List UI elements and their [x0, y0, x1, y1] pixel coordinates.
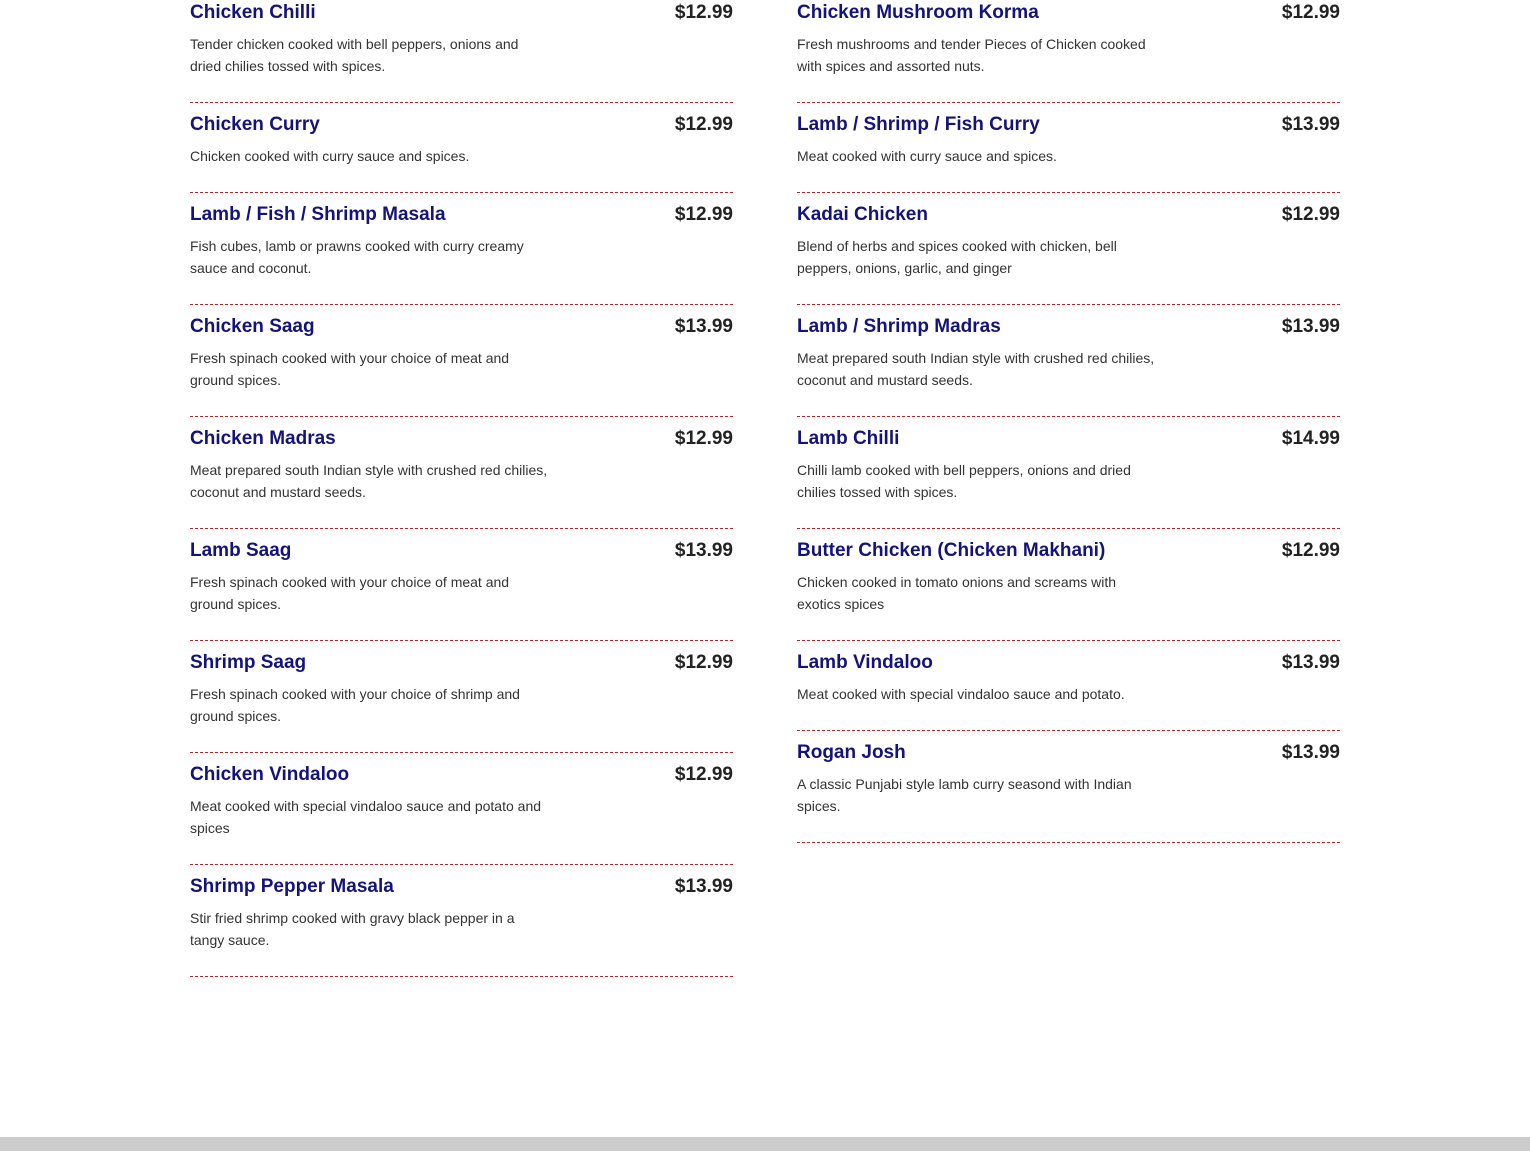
footer-bar — [0, 1137, 1530, 1151]
menu-item-description: Meat cooked with special vindaloo sauce and potato. — [797, 686, 1125, 702]
menu-item-description: Meat cooked with special vindaloo sauce and potato and spices — [190, 798, 542, 836]
menu-item-price: $12.99 — [674, 2, 733, 23]
menu-column-left — [190, 0, 733, 977]
menu-item-name: Lamb / Fish / Shrimp Masala — [190, 204, 446, 225]
menu-item-name: Lamb / Shrimp / Fish Curry — [797, 114, 1040, 135]
menu-column-right — [797, 0, 1340, 843]
menu-item-price: $14.99 — [1281, 428, 1340, 449]
menu-item-price: $12.99 — [674, 428, 733, 449]
menu-item-price: $12.99 — [674, 652, 733, 673]
menu-item — [190, 865, 733, 977]
menu-item-name: Chicken Madras — [190, 428, 336, 449]
menu-item-name: Lamb / Shrimp Madras — [797, 316, 1001, 337]
menu-item-description: Fresh mushrooms and tender Pieces of Chicken cooked with spices and assorted nuts. — [797, 36, 1146, 74]
menu-item-name: Chicken Curry — [190, 114, 320, 135]
menu-item-name: Shrimp Pepper Masala — [190, 876, 394, 897]
menu-item — [797, 731, 1340, 843]
menu-item-price: $12.99 — [1281, 204, 1340, 225]
menu-item-price: $12.99 — [674, 204, 733, 225]
menu-item-price: $13.99 — [1281, 316, 1340, 337]
menu-item-description: Fresh spinach cooked with your choice of meat and ground spices. — [190, 350, 510, 388]
menu-item-name: Chicken Mushroom Korma — [797, 2, 1039, 23]
menu-item-name: Lamb Saag — [190, 540, 292, 561]
menu-item — [797, 529, 1340, 641]
menu-item-description: Meat cooked with curry sauce and spices. — [797, 148, 1057, 164]
menu-item-price: $12.99 — [674, 764, 733, 785]
menu-item-description: Chilli lamb cooked with bell peppers, onions and dried chilies tossed with spices. — [797, 462, 1131, 500]
menu-item-name: Kadai Chicken — [797, 204, 928, 225]
menu-item-description: Fish cubes, lamb or prawns cooked with curry creamy sauce and coconut. — [190, 238, 524, 276]
menu-item-name: Chicken Chilli — [190, 2, 316, 23]
menu-item-price: $13.99 — [1281, 652, 1340, 673]
menu-item-name: Lamb Chilli — [797, 428, 900, 449]
menu-item-name: Butter Chicken (Chicken Makhani) — [797, 540, 1106, 561]
menu-item-description: Tender chicken cooked with bell peppers, onions and dried chilies tossed with spices. — [190, 36, 519, 74]
menu-item — [190, 417, 733, 529]
menu-item — [797, 0, 1340, 103]
menu-item-name: Shrimp Saag — [190, 652, 307, 673]
menu-item-description: Meat prepared south Indian style with crushed red chilies, coconut and mustard seeds. — [190, 462, 548, 500]
menu-item-description: Blend of herbs and spices cooked with chicken, bell peppers, onions, garlic, and ginger — [797, 238, 1117, 276]
menu-item — [190, 193, 733, 305]
menu-item-price: $12.99 — [1281, 2, 1340, 23]
menu-item-price: $13.99 — [674, 316, 733, 337]
menu-item-description: Fresh spinach cooked with your choice of shrimp and ground spices. — [190, 686, 520, 724]
menu-item-name: Chicken Saag — [190, 316, 315, 337]
menu-item-description: Chicken cooked with curry sauce and spices. — [190, 148, 470, 164]
menu-item-name: Lamb Vindaloo — [797, 652, 933, 673]
menu-item — [190, 103, 733, 193]
menu-item-description: A classic Punjabi style lamb curry seasond with Indian spices. — [797, 776, 1132, 814]
menu-item — [190, 305, 733, 417]
menu-item — [190, 529, 733, 641]
menu-item-price: $13.99 — [674, 540, 733, 561]
menu-item — [797, 193, 1340, 305]
menu-item-price: $13.99 — [1281, 742, 1340, 763]
menu-item-description: Meat prepared south Indian style with crushed red chilies, coconut and mustard seeds. — [797, 350, 1155, 388]
menu-item-price: $12.99 — [1281, 540, 1340, 561]
menu-item — [797, 641, 1340, 731]
menu-item — [797, 305, 1340, 417]
menu-item — [797, 417, 1340, 529]
menu-item — [797, 103, 1340, 193]
menu-item — [190, 0, 733, 103]
menu-item-price: $12.99 — [674, 114, 733, 135]
menu-item-description: Fresh spinach cooked with your choice of meat and ground spices. — [190, 574, 510, 612]
menu-item — [190, 753, 733, 865]
menu-item-name: Rogan Josh — [797, 742, 906, 763]
menu-item-name: Chicken Vindaloo — [190, 764, 350, 785]
menu-item-price: $13.99 — [674, 876, 733, 897]
menu-item-price: $13.99 — [1281, 114, 1340, 135]
menu-item-description: Chicken cooked in tomato onions and screams with exotics spices — [797, 574, 1117, 612]
menu-item — [190, 641, 733, 753]
menu-item-description: Stir fried shrimp cooked with gravy black pepper in a tangy sauce. — [190, 910, 515, 948]
